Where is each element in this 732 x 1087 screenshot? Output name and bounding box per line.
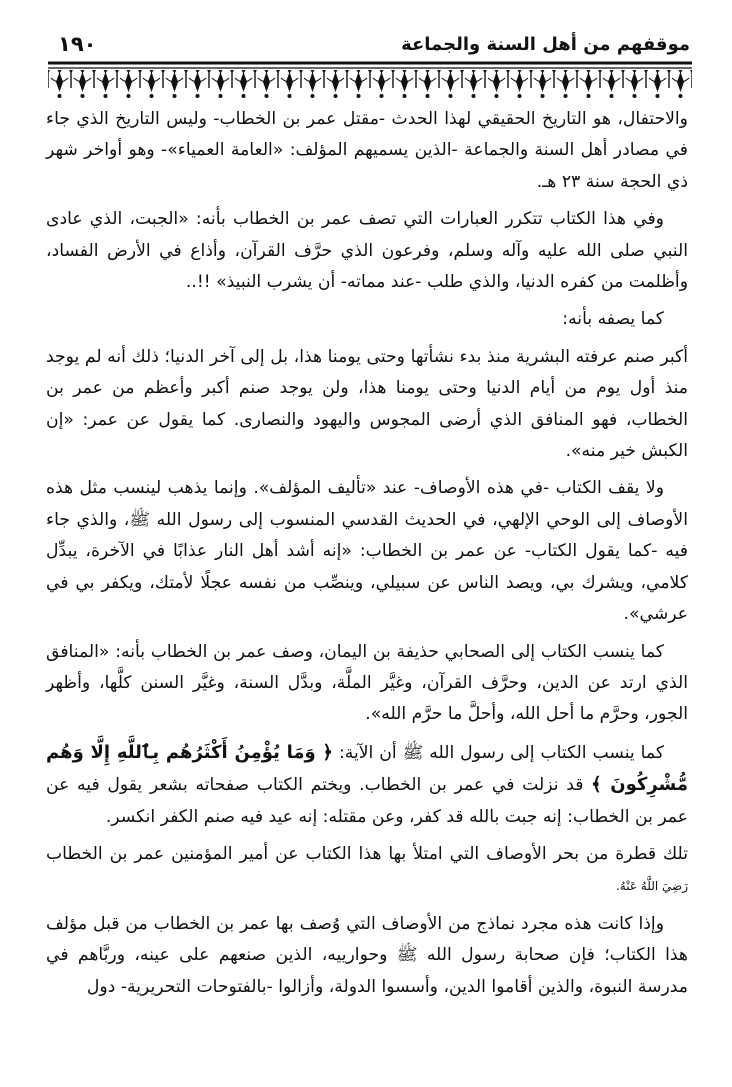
quran-verse: ﴿ وَمَا يُؤْمِنُ أَكْثَرُهُم بِٱللَّهِ إِلَّا وَهُم مُّشْرِكُونَ ﴾: [46, 741, 688, 796]
page-header: [58, 30, 690, 58]
paragraph-8: [46, 839, 688, 903]
paragraph-5: ولا يقف الكتاب -في هذه الأوصاف- عند «تأليف المؤلف». وإنما يذهب لينسب مثل هذه الأوصاف إلى الوحي الإلهي، في الحديث القدسي المنسوب إلى رسول الله ﷺ، والذي جاء فيه -كما يقول الكتاب- عن عمر بن الخطاب: «إنه أشد أهل النار عذابًا في الآخرة، يبدِّل كلامي، ويشرك بي، ويصد الناس عن سبيلي، وينصِّب من نفسه عجلًا لأمتك، ويكفر بي في عرشي».: [46, 478, 688, 625]
verse-continuation: قد نزلت في عمر بن الخطاب. ويختم الكتاب صفحاته بشعر يقول فيه عن عمر بن الخطاب: إنه جبت بالله قد كفر، وعن مقتله: إنه عيد فيه صنم الكفر انكسر.: [46, 775, 688, 827]
verse-intro: كما ينسب الكتاب إلى رسول الله ﷺ أن الآية:: [338, 742, 664, 763]
paragraph-4: أكبر صنم عرفته البشرية منذ بدء نشأتها وحتى يومنا هذا، بل إلى آخر الدنيا؛ ذلك أنه لم يوجد منذ أول يوم من أيام الدنيا وحتى يومنا هذا، ولن يوجد صنم أكبر وأعظم من عمر بن الخطاب، فهو المنافق الذي أرضى المجوس واليهود والنصارى. كما يقول عن عمر: «إن الكبش خير منه».: [46, 346, 688, 462]
paragraph-9: وإذا كانت هذه مجرد نماذج من الأوصاف التي وُصف بها عمر بن الخطاب من قبل مؤلف هذا الكتاب؛ فإن صحابة رسول الله ﷺ وحوارييه، الذين صنعهم على عينه، وربَّاهم في مدرسة النبوة، والذين أقاموا الدين، وأسسوا الدولة، وأزالوا -بالفتوحات التحريرية- دول: [46, 913, 688, 997]
paragraph-7: [46, 737, 688, 833]
paragraph-2: وفي هذا الكتاب تتكرر العبارات التي تصف عمر بن الخطاب بأنه: «الجبت، الذي عادى النبي صلى الله عليه وآله وسلم، وفرعون الذي حرَّف القرآن، وأذاع في الأرض الفساد، وأظلمت من كفره الدنيا، والذي طلب -عند مماته- أن يشرب النبيذ» !!..: [46, 209, 688, 293]
page-number: ١٩٠: [58, 32, 97, 56]
honorific: رَضِيَ اللَّهُ عَنْهُ.: [615, 879, 688, 894]
paragraph-6: كما ينسب الكتاب إلى الصحابي حذيفة بن اليمان، وصف عمر بن الخطاب بأنه: «المنافق الذي ارتد عن الدين، وحرَّف القرآن، وغيَّر الملَّة، وبدَّل السنة، وغيَّر السنن كلَّها، وأظهر الجور، وحرَّم ما أحل الله، وأحلَّ ما حرَّم الله».: [46, 641, 688, 725]
running-title: موقفهم من أهل السنة والجماعة: [401, 33, 690, 55]
page-body: [46, 104, 688, 1009]
paragraph-8-text: تلك قطرة من بحر الأوصاف التي امتلأ بها هذا الكتاب عن أمير المؤمنين عمر بن الخطاب: [46, 843, 688, 864]
paragraph-1: والاحتفال، هو التاريخ الحقيقي لهذا الحدث -مقتل عمر بن الخطاب- وليس التاريخ الذي جاء في مصادر أهل السنة والجماعة -الذين يسميهم المؤلف: «العامة العمياء»- وهو أواخر شهر ذي الحجة سنة ٢٣ هـ.: [46, 109, 688, 192]
paragraph-3: كما يصفه بأنه:: [562, 309, 664, 330]
decorative-border-ornament: [48, 58, 692, 100]
